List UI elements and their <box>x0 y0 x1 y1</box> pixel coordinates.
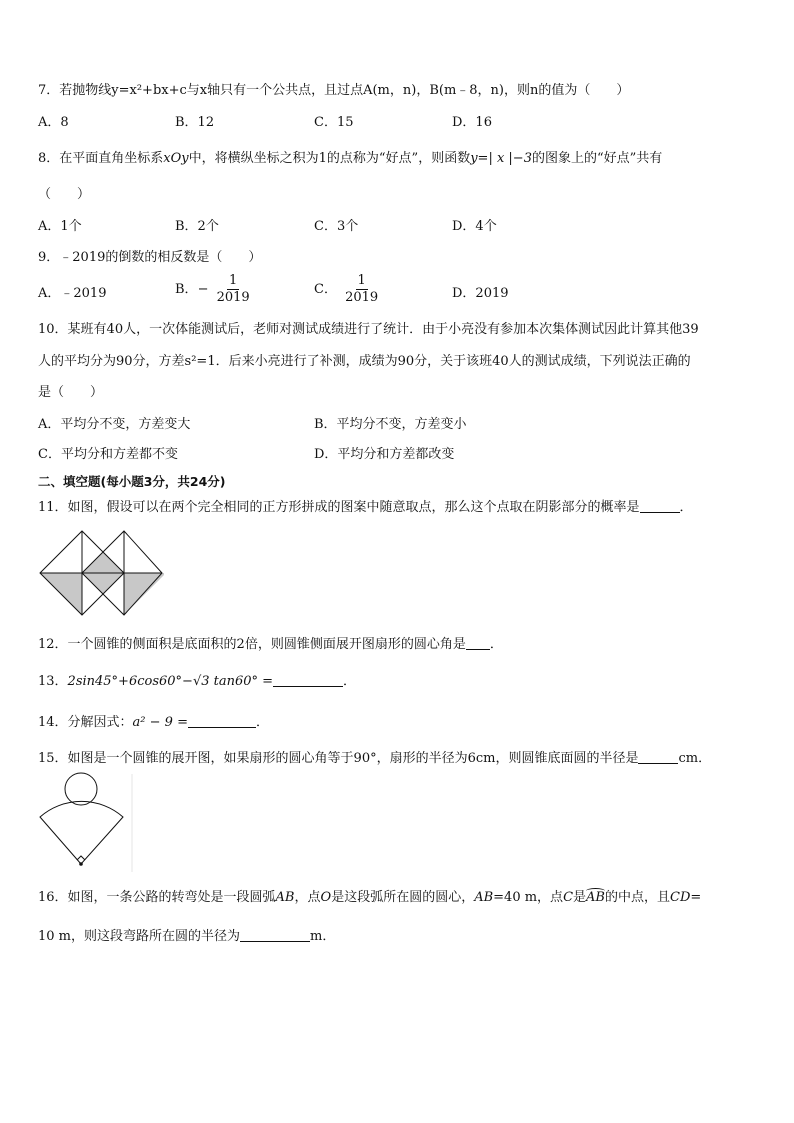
q8-option-b: B．2个 <box>175 219 219 234</box>
q9-option-b-fraction: $\frac{1}{2019}$ <box>216 273 250 305</box>
q10-option-d: D．平均分和方差都改变 <box>314 447 455 462</box>
q10-option-a: A．平均分不变，方差变大 <box>38 417 191 432</box>
q15-sector <box>40 801 123 864</box>
q7-option-b: B．12 <box>175 115 215 130</box>
q16-line2: 10 m，则这段弯路所在圆的半径为 m． <box>38 929 336 944</box>
q16-answer-blank[interactable] <box>240 927 310 942</box>
q15-base-circle <box>65 773 97 805</box>
q10-line3: 是（ ） <box>38 385 104 400</box>
q16-arc-ab: AB <box>586 890 605 905</box>
q13-stem: 13．2sin45°+6cos60°−√3 tan60° = ． <box>38 674 357 689</box>
q15-right-angle-mark <box>77 856 85 860</box>
q15-figure <box>36 772 136 874</box>
q10-line1: 10．某班有40人，一次体能测试后，老师对测试成绩进行了统计．由于小亮没有参加本次集体测试因此计算其他39 <box>38 322 699 337</box>
q7-option-a: A．8 <box>38 115 69 130</box>
q8-paren: （ ） <box>38 187 91 202</box>
q11-figure <box>38 528 164 624</box>
q9-option-c: C． $\frac{1}{2019}$ <box>314 273 379 305</box>
q7-option-d: D．16 <box>452 115 492 130</box>
q11-answer-blank[interactable] <box>640 498 680 513</box>
q15-stem: 15．如图是一个圆锥的展开图，如果扇形的圆心角等于90°，扇形的半径为6cm，则圆锥底面圆的半径是 cm． <box>38 751 712 766</box>
q8-option-c: C．3个 <box>314 219 359 234</box>
section-heading-fill-in: 二、填空题(每小题3分，共24分) <box>38 474 226 489</box>
q7-stem: 7．若抛物线y=x²+bx+c与x轴只有一个公共点，且过点A(m，n)，B(m﹣8，n)，则n的值为（ ） <box>38 83 630 98</box>
q16-line1: 16．如图，一条公路的转弯处是一段圆弧AB，点O是这段弧所在圆的圆心，AB=40 m，点C是AB的中点，且CD= <box>38 890 702 905</box>
q14-stem: 14．分解因式：a² − 9 = ． <box>38 715 269 730</box>
q9-option-d: D．2019 <box>452 286 509 301</box>
q9-option-c-fraction: $\frac{1}{2019}$ <box>345 273 379 305</box>
q9-option-b: B．− $\frac{1}{2019}$ <box>175 273 250 305</box>
q7-option-c: C．15 <box>314 115 354 130</box>
q8-option-a: A．1个 <box>38 219 82 234</box>
q12-stem: 12．一个圆锥的侧面积是底面积的2倍，则圆锥侧面展开图扇形的圆心角是 ． <box>38 637 503 652</box>
q13-answer-blank[interactable] <box>273 672 343 687</box>
q11-stem: 11．如图，假设可以在两个完全相同的正方形拼成的图案中随意取点，那么这个点取在阴影部分的概率是 ． <box>38 500 693 515</box>
q8-stem: 8．在平面直角坐标系xOy中，将横纵坐标之积为1的点称为“好点”，则函数y=| x |−3的图象上的“好点”共有 <box>38 151 663 166</box>
q10-option-c: C．平均分和方差都不变 <box>38 447 178 462</box>
q10-line2: 人的平均分为90分，方差s²=1．后来小亮进行了补测，成绩为90分，关于该班40人的测试成绩，下列说法正确的 <box>38 354 691 369</box>
q8-option-d: D．4个 <box>452 219 497 234</box>
q12-answer-blank[interactable] <box>466 635 490 650</box>
q15-answer-blank[interactable] <box>638 749 678 764</box>
q9-option-a: A．﹣2019 <box>38 286 107 301</box>
q9-stem: 9．﹣2019的倒数的相反数是（ ） <box>38 250 262 265</box>
q10-option-b: B．平均分不变，方差变小 <box>314 417 467 432</box>
q14-answer-blank[interactable] <box>188 713 256 728</box>
